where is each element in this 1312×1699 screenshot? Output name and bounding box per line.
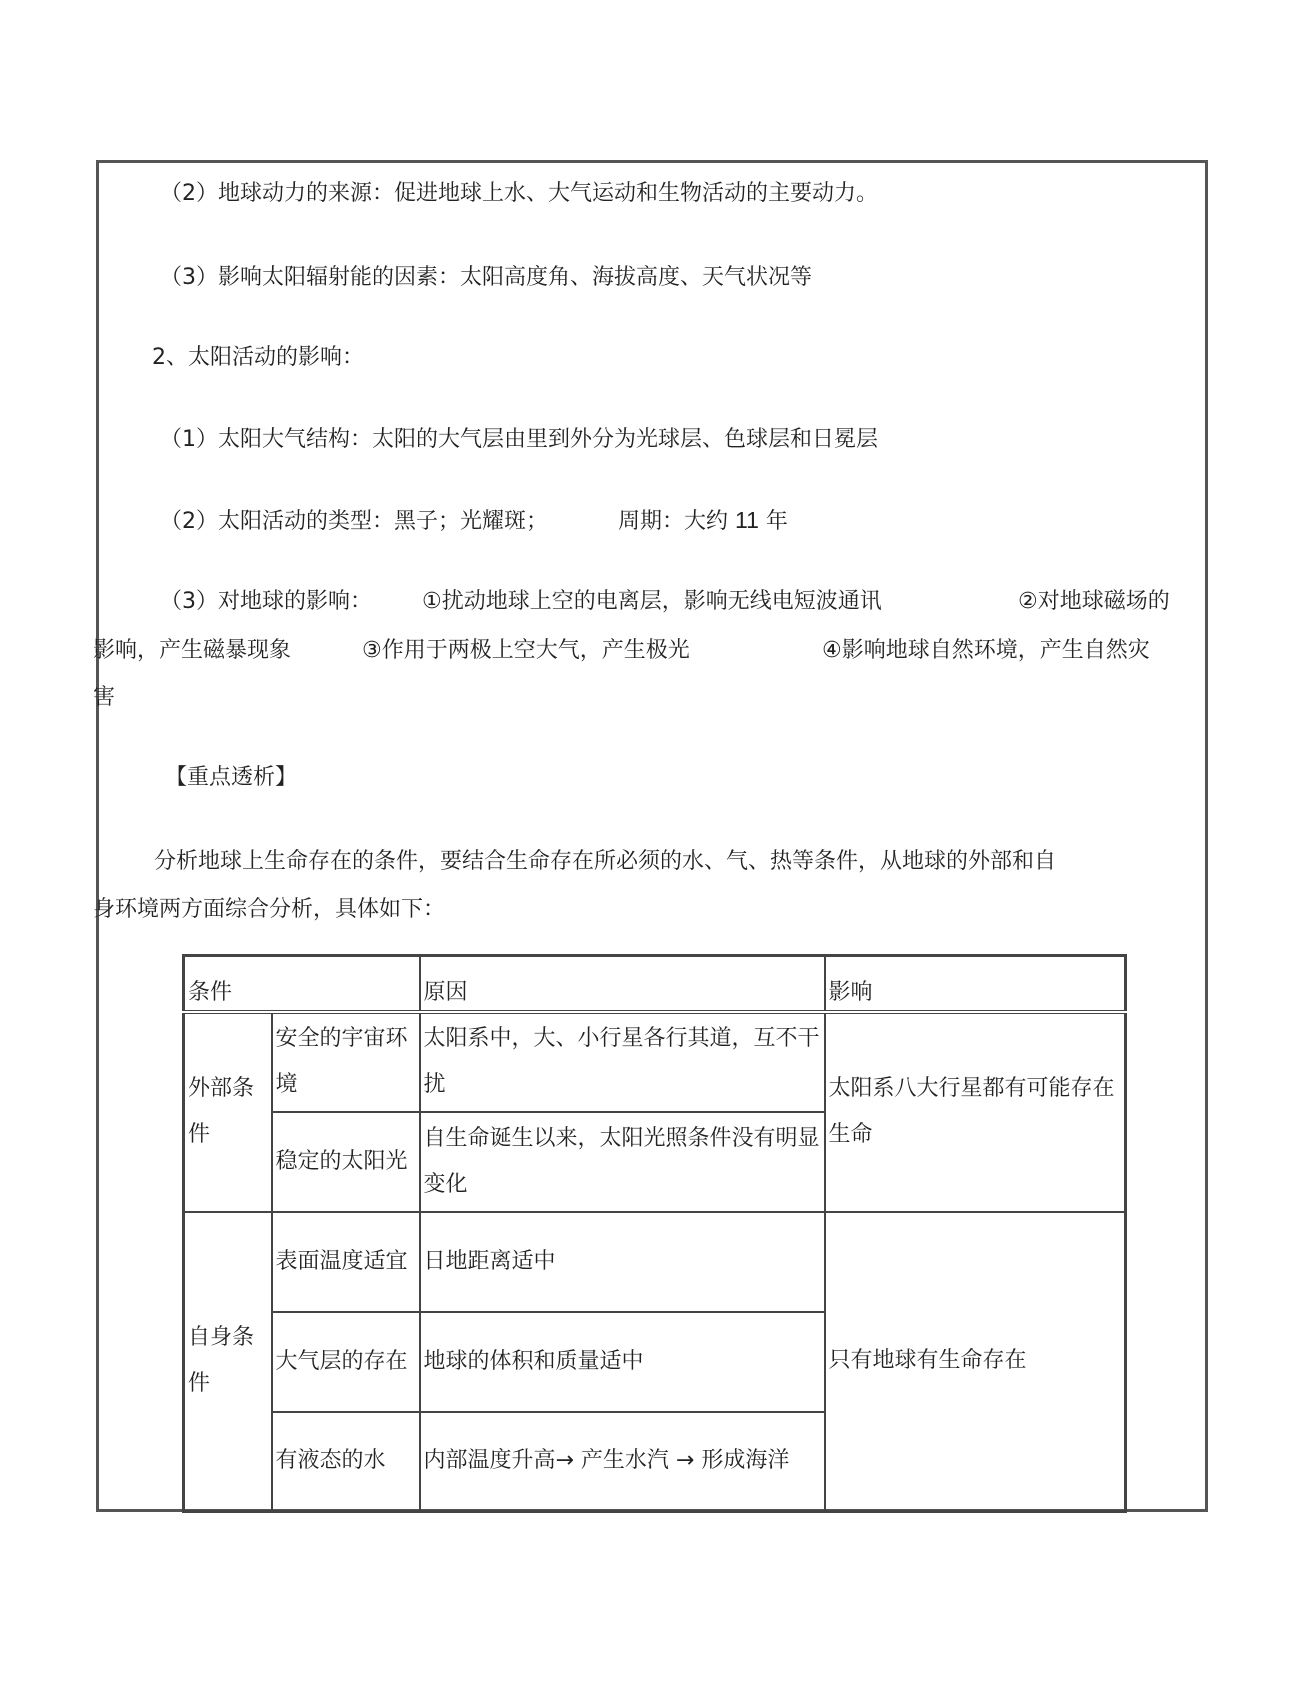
paragraph-activity-types <box>160 506 788 536</box>
effect-ionosphere: ①扰动地球上空的电离层，影响无线电短波通讯 <box>422 589 882 614</box>
effect-natural-environment-end: 害 <box>93 685 116 710</box>
condition-temperature: 表面温度适宜 <box>272 1212 420 1312</box>
activity-cycle-unit: 年 <box>765 509 788 534</box>
effect-natural-environment: ④影响地球自然环境，产生自然灾 <box>822 638 1150 663</box>
reason-temperature: 日地距离适中 <box>420 1212 825 1312</box>
reason-liquid-water: 内部温度升高→ 产生水汽 → 形成海洋 <box>420 1412 825 1512</box>
paragraph-earth-effects-intro <box>160 588 882 616</box>
effect-magnetic-field-start: ②对地球磁场的 <box>1018 589 1170 614</box>
external-effect: 太阳系八大行星都有可能存在生命 <box>825 1012 1126 1212</box>
key-analysis-heading: 【重点透析】 <box>165 765 298 790</box>
reason-stable-sunlight: 自生命诞生以来，太阳光照条件没有明显变化 <box>420 1112 825 1212</box>
internal-effect: 只有地球有生命存在 <box>825 1212 1126 1512</box>
life-conditions-table <box>182 954 1127 1513</box>
effect-aurora: ③作用于两极上空大气，产生极光 <box>362 638 690 663</box>
condition-liquid-water: 有液态的水 <box>272 1412 420 1512</box>
reason-safe-universe: 太阳系中，大、小行星各行其道，互不干扰 <box>420 1012 825 1112</box>
header-condition: 条件 <box>184 956 420 1012</box>
paragraph-radiation-factors: （3）影响太阳辐射能的因素：太阳高度角、海拔高度、天气状况等 <box>160 265 812 290</box>
section-heading-solar-activity: 2、太阳活动的影响： <box>152 345 364 370</box>
condition-stable-sunlight: 稳定的太阳光 <box>272 1112 420 1212</box>
condition-atmosphere: 大气层的存在 <box>272 1312 420 1412</box>
paragraph-analysis-line2: 身环境两方面综合分析，具体如下： <box>93 897 446 922</box>
activity-cycle-number: 11 <box>735 507 759 533</box>
condition-safe-universe: 安全的宇宙环境 <box>272 1012 420 1112</box>
internal-conditions-label: 自身条件 <box>184 1212 272 1512</box>
external-conditions-label: 外部条件 <box>184 1012 272 1212</box>
paragraph-energy-source: （2）地球动力的来源：促进地球上水、大气运动和生物活动的主要动力。 <box>160 181 878 206</box>
table-header-row <box>184 956 1126 1012</box>
paragraph-solar-atmosphere: （1）太阳大气结构：太阳的大气层由里到外分为光球层、色球层和日冕层 <box>160 427 878 452</box>
paragraph-analysis-line1: 分析地球上生命存在的条件，要结合生命存在所必须的水、气、热等条件，从地球的外部和自 <box>154 849 1057 874</box>
effect-magnetic-storm: 影响，产生磁暴现象 <box>93 638 292 663</box>
table-row <box>184 1012 1126 1112</box>
header-effect: 影响 <box>825 956 1126 1012</box>
effects-label: （3）对地球的影响： <box>160 589 372 614</box>
header-reason: 原因 <box>420 956 825 1012</box>
reason-atmosphere: 地球的体积和质量适中 <box>420 1312 825 1412</box>
activity-types-text: （2）太阳活动的类型：黑子；光耀斑； <box>160 509 548 534</box>
table-row <box>184 1212 1126 1312</box>
activity-cycle-label: 周期：大约 <box>618 509 729 534</box>
